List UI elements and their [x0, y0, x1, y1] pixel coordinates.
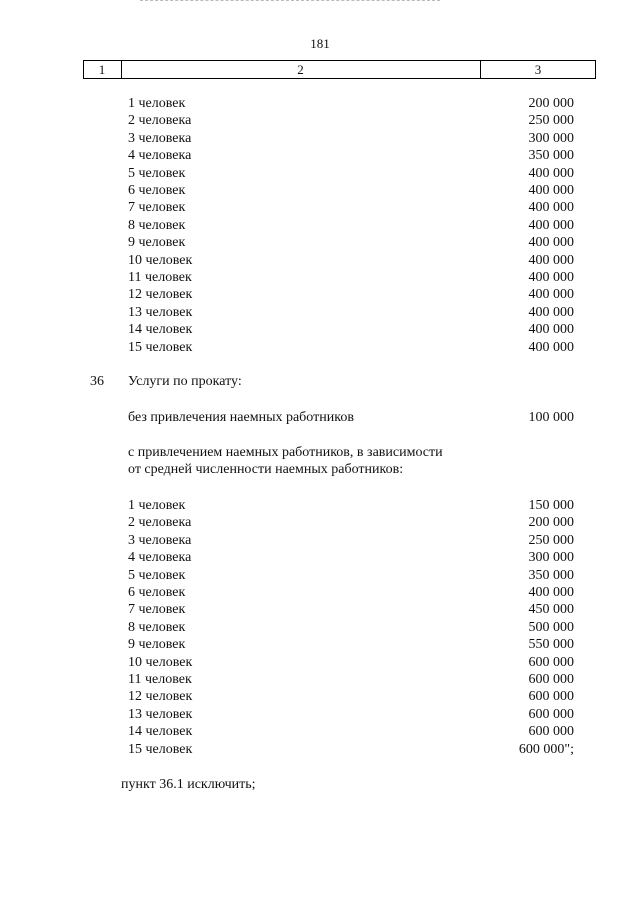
row-label: 10 человек	[128, 654, 193, 670]
row-label: 12 человек	[128, 689, 193, 705]
table-header	[83, 60, 596, 79]
row-label: 8 человек	[128, 217, 186, 233]
row-label: 14 человек	[128, 322, 193, 338]
row-value: 400 000	[528, 217, 574, 233]
item-title: Услуги по прокату:	[128, 374, 242, 389]
scan-artifact-line	[140, 0, 440, 4]
item-number: 36	[90, 374, 104, 389]
row-value: 600 000";	[518, 741, 574, 757]
header-col-2: 2	[297, 62, 304, 77]
row-label: 1 человек	[128, 498, 186, 513]
row-label: 13 человек	[128, 304, 193, 320]
row-label: 8 человек	[128, 619, 186, 635]
row-label: 14 человек	[128, 724, 193, 740]
row-label: 5 человек	[128, 567, 186, 583]
row-label: 3 человека	[128, 532, 192, 548]
row-value: 400 000	[528, 165, 574, 181]
row-label: 7 человек	[128, 200, 186, 216]
row-value: 400 000	[528, 270, 574, 285]
row-value: 600 000	[528, 706, 574, 722]
row-value: 400 000	[528, 585, 574, 600]
row-label: 7 человек	[128, 602, 186, 618]
row-label: 12 человек	[128, 287, 193, 303]
row-label: 15 человек	[128, 339, 193, 355]
row-value: 250 000	[528, 532, 574, 548]
row-value: 600 000	[528, 724, 574, 740]
row-value: 200 000	[528, 96, 574, 111]
row-value: 400 000	[528, 287, 574, 303]
row-label: 2 человека	[128, 113, 192, 129]
row-label: 10 человек	[128, 252, 193, 268]
row-value: 450 000	[528, 602, 574, 618]
row-value: 350 000	[528, 567, 574, 583]
row-label: 3 человека	[128, 130, 192, 146]
row-value: 600 000	[528, 689, 574, 705]
row-value: 250 000	[528, 113, 574, 129]
row-value: 400 000	[528, 304, 574, 320]
without-hired-value: 100 000	[528, 410, 574, 425]
row-value: 600 000	[528, 672, 574, 687]
header-col-3: 3	[534, 62, 542, 77]
row-label: 11 человек	[128, 270, 192, 285]
row-label: 6 человек	[128, 183, 186, 198]
header-col-1: 1	[98, 62, 106, 77]
row-value: 400 000	[528, 235, 574, 251]
with-hired-line-2: от средней численности наемных работников:	[128, 462, 404, 477]
row-label: 4 человека	[128, 550, 192, 566]
without-hired-label: без привлечения наемных работников	[128, 410, 354, 425]
row-value: 350 000	[528, 148, 574, 164]
row-label: 4 человека	[128, 148, 192, 164]
row-label: 6 человек	[128, 585, 186, 600]
row-label: 11 человек	[128, 672, 192, 687]
row-label: 13 человек	[128, 706, 193, 722]
row-value: 400 000	[528, 339, 574, 355]
row-value: 150 000	[528, 498, 574, 513]
row-value: 400 000	[528, 252, 574, 268]
with-hired-line-1: с привлечением наемных работников, в зависимости	[128, 445, 443, 460]
row-value: 300 000	[528, 550, 574, 566]
final-instruction: пункт 36.1 исключить;	[121, 777, 256, 792]
row-label: 2 человека	[128, 515, 192, 531]
row-value: 400 000	[528, 200, 574, 216]
row-label: 9 человек	[128, 235, 186, 251]
row-value: 600 000	[528, 654, 574, 670]
row-value: 550 000	[528, 637, 574, 653]
row-label: 5 человек	[128, 165, 186, 181]
row-value: 500 000	[528, 619, 574, 635]
row-value: 200 000	[528, 515, 574, 531]
row-value: 400 000	[528, 322, 574, 338]
row-label: 1 человек	[128, 96, 186, 111]
row-value: 300 000	[528, 130, 574, 146]
row-value: 400 000	[528, 183, 574, 198]
row-label: 15 человек	[128, 741, 193, 757]
row-label: 9 человек	[128, 637, 186, 653]
page-number: 181	[310, 36, 330, 51]
